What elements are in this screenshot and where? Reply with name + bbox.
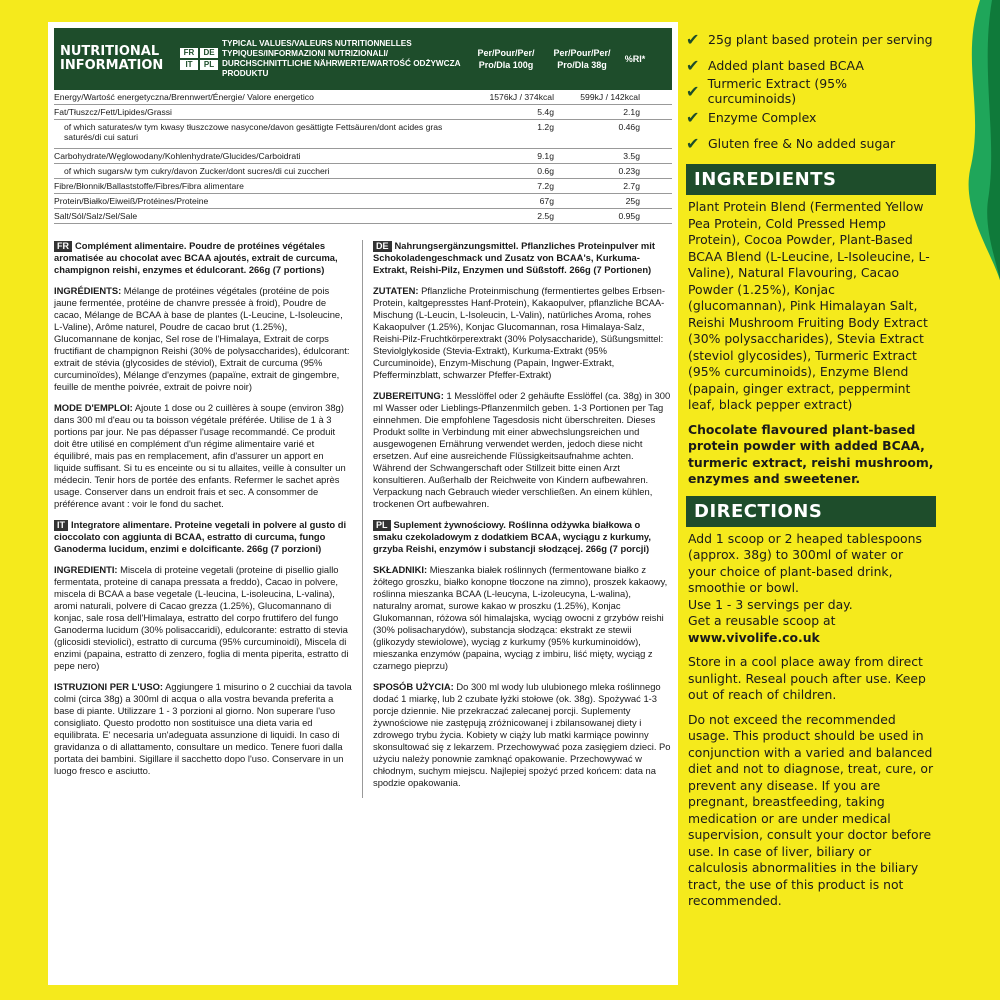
de-directions	[373, 390, 671, 510]
feature-text: Enzyme Complex	[708, 109, 817, 125]
typical-values-header: TYPICAL VALUES/VALEURS NUTRITIONNELLES TYPIQUES/INFORMAZIONI NUTRIZIONALI/ DURCHSCHNITTLICHE NÄHRWERTE/WARTOŚĆ ODŻYWCZA PRODUKTU	[222, 39, 461, 78]
feature-list	[686, 26, 936, 156]
list-item	[686, 78, 936, 104]
product-description: Chocolate flavoured plant-based protein powder with added BCAA, turmeric extract, reishi mushroom, enzymes and sweetener.	[688, 421, 934, 486]
ingredients-header: INGREDIENTS	[686, 164, 936, 195]
list-item	[686, 130, 936, 156]
row-label: Energy/Wartość energetyczna/Brennwert/Énergie/ Valore energetico	[54, 92, 314, 102]
de-directions-heading: ZUBEREITUNG:	[373, 390, 444, 401]
feature-text: Turmeric Extract (95% curcuminoids)	[707, 76, 847, 106]
language-flags	[180, 48, 218, 70]
label-panel	[48, 22, 678, 985]
table-row	[54, 120, 672, 149]
fr-directions-text: Ajoute 1 dose ou 2 cuillères à soupe (environ 38g) dans 300 ml d'eau ou ta boisson végétale préférée. Utilise de 1 à 3 portions par jour. Ne pas dépasser l'usage recommandé. Ce produit doit être utilisé en complément d'un régime alimentaire varié et équilibré, mais pas en remplacement, afin d'assurer un apport en liquide suffisant. Si tu es enceinte ou si tu allaites, veille à consulter un médecin. Tenir hors de portée des enfants. Refermer le sachet après usage. Conserver dans un endroit frais et sec. A consommer de préférence avant : voir le fond du sachet.	[54, 402, 346, 509]
nutrition-table	[54, 90, 672, 224]
directions-warning: Do not exceed the recommended usage. This product should be used in conjunction with a varied and balanced diet and not to diagnose, treat, cure, or prevent any disease. If you are pregnant, breastfeeding, taking medication or are under medical supervision, consult your doctor before use. In case of liver, biliary or calculosis abnormalities in the biliary tract, the use of this product is not recommended.	[688, 711, 934, 908]
pl-tag: PL	[373, 520, 391, 531]
checkmark-icon: ✔	[686, 133, 700, 153]
table-row	[54, 194, 672, 209]
de-tag: DE	[373, 241, 392, 252]
row-value-100g: 0.6g	[537, 166, 554, 176]
table-row	[54, 105, 672, 120]
column-right	[363, 240, 671, 798]
fr-intro-text: Complément alimentaire. Poudre de protéines végétales aromatisée au chocolat avec BCAA ajoutés, extrait de curcuma, champignon reishi, enzymes et édulcorant. 266g (7 portions)	[54, 240, 338, 275]
pl-directions	[373, 681, 671, 789]
de-directions-text: 1 Messlöffel oder 2 gehäufte Esslöffel (ca. 38g) in 300 ml Wasser oder Lieblings-Pflanzenmilch geben. 1-3 Portionen per Tag einnehmen. Die empfohlene Tagesdosis nicht überschreiten. Dieses Produkt sollte in Verbindung mit einer abwechslungsreichen und ausgewogenen Ernährung verwendet werden, jedoch diese nicht ersetzen. Auf eine ausreichende Flüssigkeitsaufnahme achten. Während der Schwangerschaft oder Stillzeit bitte einen Arzt konsultieren. Außerhalb der Reichweite von Kindern aufbewahren. Verpackung nach Gebrauch wieder verschließen. An einem kühlen, trockenen Ort aufbewahren.	[373, 390, 671, 509]
row-value-100g: 1.2g	[537, 122, 554, 132]
it-ingredients	[54, 564, 352, 672]
row-label: Fat/Tłuszcz/Fett/Lipides/Grassi	[54, 107, 172, 117]
row-label: Fibre/Błonnik/Ballaststoffe/Fibres/Fibra alimentare	[54, 181, 244, 191]
ingredients-body	[686, 195, 936, 488]
list-item	[686, 52, 936, 78]
directions-body	[686, 527, 936, 910]
pl-intro	[373, 519, 671, 555]
checkmark-icon: ✔	[686, 107, 700, 127]
feature-text: 25g plant based protein per serving	[708, 31, 933, 47]
row-value-38g: 0.46g	[618, 122, 640, 132]
row-value-38g: 2.1g	[623, 107, 640, 117]
row-value-38g: 0.95g	[618, 211, 640, 221]
flag-de: DE	[200, 48, 218, 58]
feature-text: Added plant based BCAA	[708, 57, 864, 73]
de-ingredients-heading: ZUTATEN:	[373, 285, 419, 296]
it-directions-text: Aggiungere 1 misurino o 2 cucchiai da tavola colmi (circa 38g) a 300ml di acqua o alla vostra bevanda preferita a base di piante. Utilizzare 1 - 3 porzioni al giorno. Non superare l'uso consigliato. Questo prodotto non sostituisce una dieta varia ed equilibrata. E' necesaria un'adeguata assunzione di liquidi. In caso di gravidanza o di allattamento, consultare un medico. Tenere fuori dalla portata dei bambini. Sigillare il sacchetto dopo l'uso. Conservare in un luogo fresco e asciutto.	[54, 681, 352, 776]
row-label: Carbohydrate/Węglowodany/Kohlenhydrate/Glucides/Carboidrati	[54, 151, 301, 161]
table-row	[54, 90, 672, 105]
row-value-100g: 5.4g	[537, 107, 554, 117]
flag-it: IT	[180, 60, 198, 70]
fr-ingredients-heading: INGRÉDIENTS:	[54, 285, 122, 296]
table-row	[54, 164, 672, 179]
flag-fr: FR	[180, 48, 198, 58]
row-label: of which saturates/w tym kwasy tłuszczowe nasycone/davon gesättigte Fettsäuren/dont acides gras saturés/di cui saturi	[64, 122, 443, 142]
it-intro	[54, 519, 352, 555]
pl-ingredients-heading: SKŁADNIKI:	[373, 564, 428, 575]
it-directions	[54, 681, 352, 777]
checkmark-icon: ✔	[686, 55, 700, 75]
it-ingredients-heading: INGREDIENTI:	[54, 564, 118, 575]
row-value-100g: 1576kJ / 374kcal	[489, 92, 554, 102]
list-item	[686, 26, 936, 52]
table-row	[54, 149, 672, 164]
col-per-38g: Per/Pour/Per/ Pro/Dla 38g	[553, 48, 611, 70]
fr-directions-heading: MODE D'EMPLOI:	[54, 402, 133, 413]
english-panel	[686, 26, 936, 918]
de-ingredients	[373, 285, 671, 381]
fr-intro	[54, 240, 352, 276]
website-link[interactable]: www.vivolife.co.uk	[688, 629, 820, 645]
row-label: Protein/Białko/Eiweiß/Protéines/Proteine	[54, 196, 209, 206]
pl-directions-heading: SPOSÓB UŻYCIA:	[373, 681, 454, 692]
flag-pl: PL	[200, 60, 218, 70]
it-directions-heading: ISTRUZIONI PER L'USO:	[54, 681, 164, 692]
pl-ingredients	[373, 564, 671, 672]
checkmark-icon: ✔	[686, 29, 700, 49]
de-intro	[373, 240, 671, 276]
checkmark-icon: ✔	[686, 81, 700, 101]
pl-ingredients-text: Mieszanka białek roślinnych (fermentowane białko z żółtego groszku, białko konopne tłoczone na zimno), proszek kakaowy, roślinna mieszanka BCAA (L-leucyna, L-izoleucyna, L-walina), naturalny aromat, surowe kakao w proszku (1.25%), Konjac Glukomannan, różowa sól himalajska, wyciąg owocni z grzybów reishi (30% polisacharydów), substancja słodząca: ekstrakt ze stewii (glikozydy stewiolowe), wyciąg z kurkumy (95% kurkuminoidów), mieszanka enzymów (papaina, wyciąg z imbiru, liść mięty, wyciąg z czarnego pieprzu)	[373, 564, 668, 671]
row-value-38g: 0.23g	[618, 166, 640, 176]
language-columns	[54, 240, 672, 798]
row-value-100g: 9.1g	[537, 151, 554, 161]
it-tag: IT	[54, 520, 68, 531]
col-ri: %RI*	[624, 54, 646, 64]
row-value-38g: 599kJ / 142kcal	[580, 92, 640, 102]
directions-usage	[688, 531, 934, 647]
row-value-38g: 3.5g	[623, 151, 640, 161]
list-item	[686, 104, 936, 130]
row-value-38g: 2.7g	[623, 181, 640, 191]
it-intro-text: Integratore alimentare. Proteine vegetali in polvere al gusto di cioccolato con aggiunta di BCAA, estratto di curcuma, fungo Ganoderma lucidum, enzimi e dolcificante. 266g (7 porzioni)	[54, 519, 347, 554]
nutrition-title: NUTRITIONAL INFORMATION	[60, 44, 164, 73]
directions-storage: Store in a cool place away from direct sunlight. Reseal pouch after use. Keep out of reach of children.	[688, 654, 926, 702]
table-row	[54, 209, 672, 224]
fr-ingredients	[54, 285, 352, 393]
table-row	[54, 179, 672, 194]
row-value-38g: 25g	[625, 196, 640, 206]
row-value-100g: 7.2g	[537, 181, 554, 191]
directions-p1: Add 1 scoop or 2 heaped tablespoons (approx. 38g) to 300ml of water or your choice of plant-based drink, smoothie or bowl.	[688, 530, 922, 595]
decorative-swirl	[940, 0, 1000, 280]
col-per-100g: Per/Pour/Per/ Pro/Dla 100g	[477, 48, 535, 70]
nutrition-header	[54, 28, 672, 90]
row-label: of which sugars/w tym cukry/davon Zucker/dont sucres/di cui zuccheri	[64, 166, 330, 176]
fr-tag: FR	[54, 241, 72, 252]
de-intro-text: Nahrungsergänzungsmittel. Pflanzliches Proteinpulver mit Schokoladengeschmack und Zusatz von BCAA's, Kurkuma-Extrakt, Reishi-Pilz, Enzymen und Süßstoff. 266g (7 Portionen)	[373, 240, 655, 275]
fr-directions	[54, 402, 352, 510]
pl-directions-text: Do 300 ml wody lub ulubionego mleka roślinnego dodać 1 miarkę, lub 2 czubate łyżki stołowe (ok. 38g). Spożywać 1-3 porcje dziennie. Nie przekraczać zalecanej porcji. Suplementy żywnościowe nie zastępują zróżnicowanej i zbilansowanej diety i zdrowego trybu życia. Kobiety w ciąży lub matki karmiące powinny skonsultować się z lekarzem. Przechowywać poza zasięgiem dzieci. Po użyciu należy ponownie zamknąć opakowanie. Przechowywać w chłodnym, suchym miejscu. Najlepiej spożyć przed końcem: data na spodzie opakowania.	[373, 681, 671, 788]
pl-intro-text: Suplement żywnościowy. Roślinna odżywka białkowa o smaku czekoladowym z dodatkiem BCAA, wyciągu z kurkumy, grzyba Reishi, enzymów i substancji słodzącej. 266g (7 porcji)	[373, 519, 652, 554]
directions-p2: Use 1 - 3 servings per day.	[688, 596, 853, 612]
ingredients-text: Plant Protein Blend (Fermented Yellow Pea Protein, Cold Pressed Hemp Protein), Cocoa Powder, Plant-Based BCAA Blend (L-Leucine, L-Isoleucine, L-Valine), Natural Flavouring, Cacao Powder (1.25%), Konjac (glucomannan), Pink Himalayan Salt, Reishi Mushroom Fruiting Body Extract (30% polysaccharides), Stevia Extract (steviol glycosides), Turmeric Extract (95% curcuminoids), Enzyme Blend (papain, ginger extract, peppermint leaf, black pepper extract)	[688, 199, 930, 412]
it-ingredients-text: Miscela di proteine vegetali (proteine di pisellio giallo fermentata, proteine di canapa pressata a freddo), Cacao in polvere, miscela di BCAA a base vegetale (L-leucina, L-isoleucina, L-valina), aromi naturali, polvere di Cacao grezza (1.25%), Glucomannano di konjac, sale rosa dell'Himalaya, estratto del corpo fruttifero del fungo Ganoderma lucidum (30% polisaccaridi), edulcorante: estratto di stevia (glicosidi steviolici), estratto di curcuma (95% curcuminoidi), Miscela di enzimi (papaina, estratto di zenzero, foglia di menta piperita, estratto di pepe nero)	[54, 564, 349, 671]
row-value-100g: 67g	[539, 196, 554, 206]
feature-text: Gluten free & No added sugar	[708, 135, 896, 151]
directions-p3: Get a reusable scoop at	[688, 613, 836, 628]
directions-header: DIRECTIONS	[686, 496, 936, 527]
de-ingredients-text: Pflanzliche Proteinmischung (fermentiertes gelbes Erbsen-Protein, kaltgepresstes Hanf-Protein), Kakaopulver, pflanzliche BCAA-Mischung (L-Leucin, L-Isoleucin, L-Valin), natürliches Aroma, rohes Kakaopulver (1.25%), Konjac Glucomannan, rosa Himalaya-Salz, Reishi-Pilz-Fruchtkörperextrakt (30% Polysaccharide), Süßungsmittel: Steviolglykoside (Stevia-Extrakt), Kurkuma-Extrakt (95% Curcuminoide), Enzym-Mischung (Papain, Ingwer-Extrakt, Pfefferminzblatt, schwarzer Pfeffer-Extrakt)	[373, 285, 665, 380]
fr-ingredients-text: Mélange de protéines végétales (protéine de pois jaune fermentée, protéine de chanvre pressée à froid), Poudre de cacao, Mélange de BCAA à base de plantes (L-Leucine, L-Isoleucine, L-Valine), Arôme naturel, Poudre de cacao brut (1.25%), Glucomannane de konjac, Sel rose de l'Himalaya, Extrait de corps fructifiant de champignon Reishi (30% de polysaccharides), édulcorant: extrait de stévia (glycosides de stéviol), Extrait de curcuma (95% curcuminoïdes), Mélange d'enzymes (papaïne, extrait de gingembre, feuille de menthe poivrée, extrait de poivre noir)	[54, 285, 350, 392]
row-label: Salt/Sól/Salz/Sel/Sale	[54, 211, 138, 221]
row-value-100g: 2.5g	[537, 211, 554, 221]
column-left	[54, 240, 363, 798]
